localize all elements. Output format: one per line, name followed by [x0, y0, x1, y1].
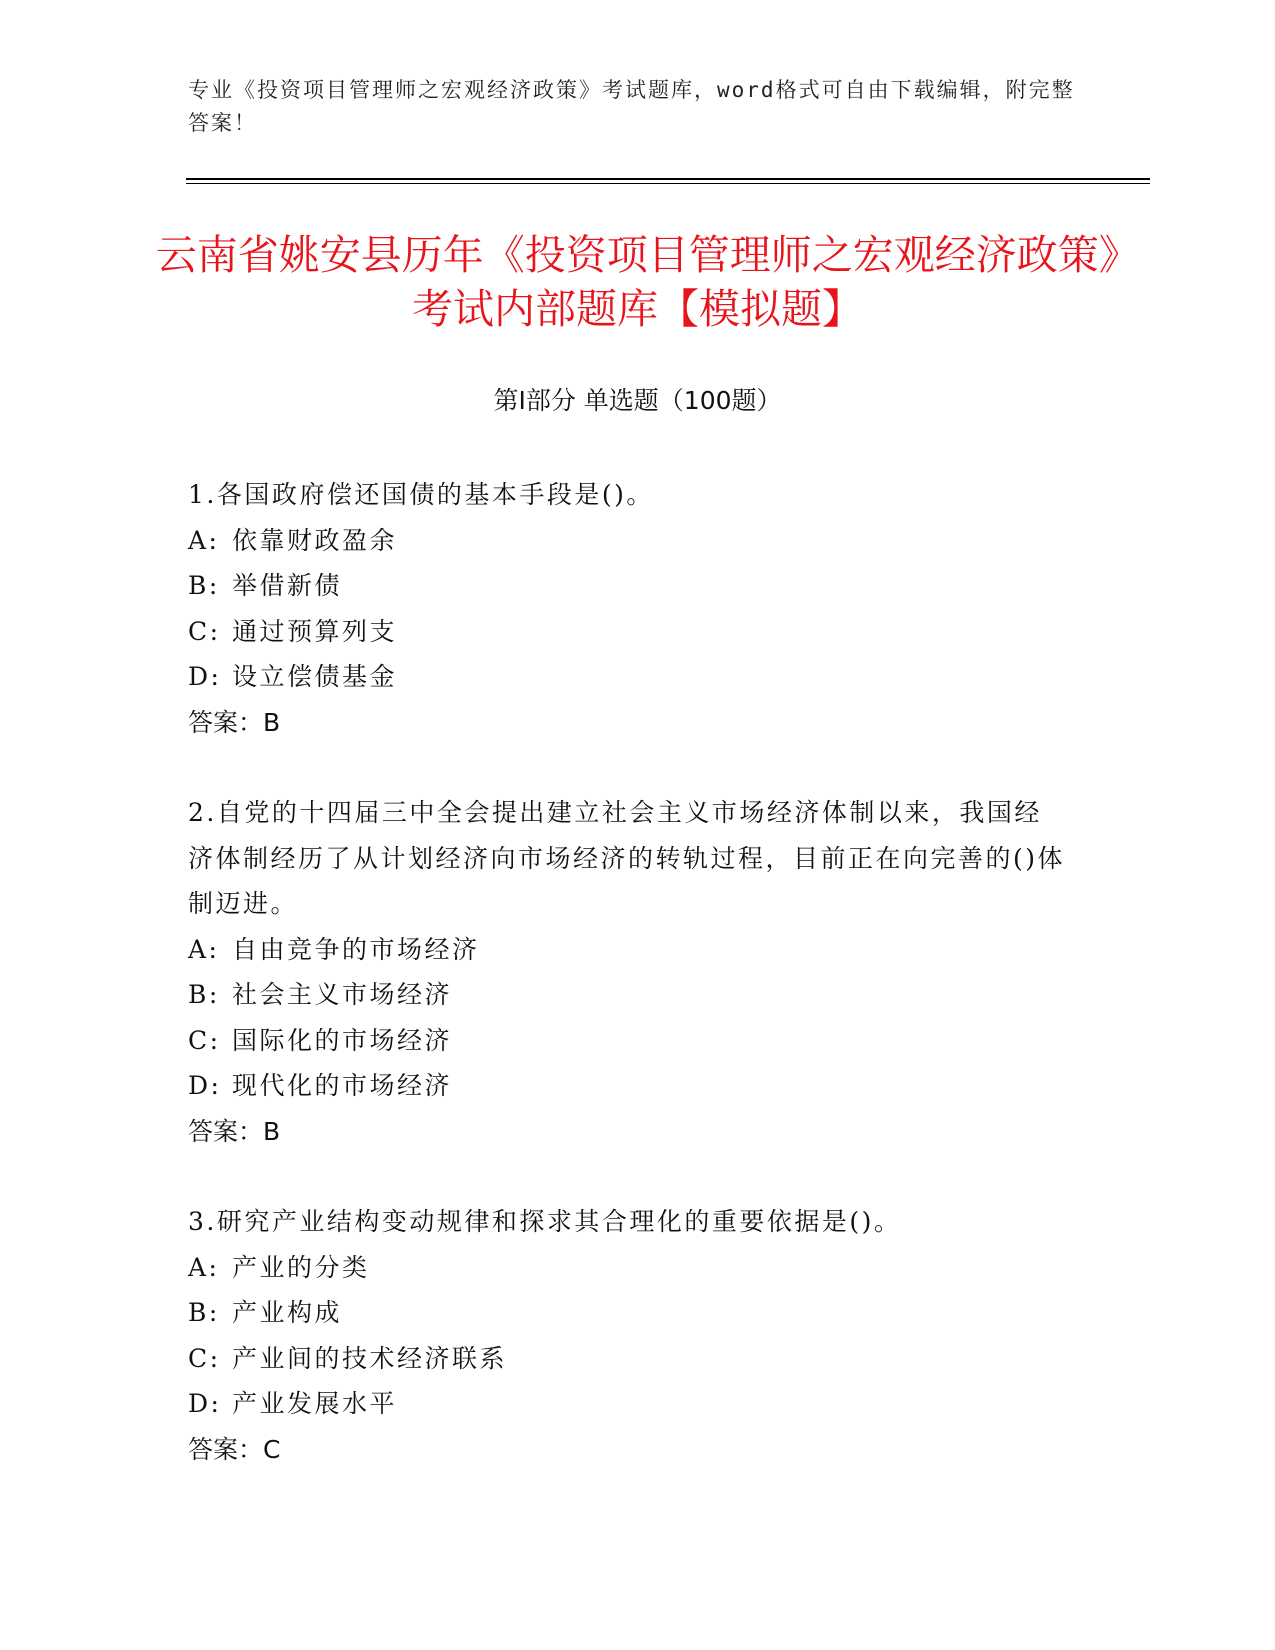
question-3	[188, 1199, 1068, 1472]
option-text: 产业发展水平	[232, 1389, 398, 1418]
option-b	[188, 563, 1068, 609]
option-text: 依靠财政盈余	[232, 525, 398, 555]
question-stem: 2.自党的十四届三中全会提出建立社会主义市场经济体制以来，我国经济体制经历了从计划经济向市场经济的转轨过程，目前正在向完善的()体制迈进。	[188, 798, 1066, 918]
option-key: C:	[188, 1025, 221, 1055]
option-a	[188, 518, 1068, 564]
document-title: 云南省姚安县历年《投资项目管理师之宏观经济政策》考试内部题库【模拟题】	[155, 231, 1120, 333]
option-a	[188, 1245, 1068, 1291]
option-d	[188, 1063, 1068, 1109]
option-b	[188, 972, 1068, 1018]
option-text: 产业构成	[232, 1298, 343, 1327]
option-key: D:	[188, 1389, 222, 1418]
option-text: 自由竞争的市场经济	[232, 934, 480, 964]
answer-line: 答案：B	[188, 1116, 281, 1146]
option-key: C:	[188, 616, 221, 646]
option-key: C:	[188, 1343, 221, 1373]
header-note: 专业《投资项目管理师之宏观经济政策》考试题库，word格式可自由下载编辑，附完整答案！	[188, 78, 1075, 135]
option-c	[188, 609, 1068, 655]
option-text: 现代化的市场经济	[232, 1071, 453, 1100]
option-key: D:	[188, 1071, 222, 1100]
option-key: B:	[188, 980, 220, 1009]
header-divider-thick	[186, 178, 1150, 180]
option-key: D:	[188, 662, 222, 691]
option-text: 社会主义市场经济	[232, 980, 453, 1009]
option-c	[188, 1336, 1068, 1382]
option-key: A:	[188, 934, 220, 964]
option-text: 产业间的技术经济联系	[232, 1343, 508, 1373]
option-key: A:	[188, 525, 220, 555]
option-text: 产业的分类	[232, 1252, 370, 1282]
option-key: B:	[188, 1298, 220, 1327]
section-heading: 第Ⅰ部分 单选题（100题）	[493, 386, 782, 415]
question-1	[188, 472, 1068, 745]
option-d	[188, 654, 1068, 700]
answer-line: 答案：C	[188, 1434, 281, 1464]
question-stem: 3.研究产业结构变动规律和探求其合理化的重要依据是()。	[188, 1207, 902, 1236]
question-list	[188, 472, 1068, 1517]
option-text: 设立偿债基金	[232, 662, 398, 691]
option-text: 举借新债	[232, 571, 343, 600]
header-divider-thin	[186, 183, 1150, 184]
option-text: 国际化的市场经济	[232, 1025, 453, 1055]
option-text: 通过预算列支	[232, 616, 398, 646]
question-stem: 1.各国政府偿还国债的基本手段是()。	[188, 480, 654, 509]
option-b	[188, 1290, 1068, 1336]
question-2	[188, 790, 1068, 1154]
option-c	[188, 1018, 1068, 1064]
option-key: B:	[188, 571, 220, 600]
option-key: A:	[188, 1252, 220, 1282]
option-d	[188, 1381, 1068, 1427]
option-a	[188, 927, 1068, 973]
answer-line: 答案：B	[188, 707, 281, 737]
